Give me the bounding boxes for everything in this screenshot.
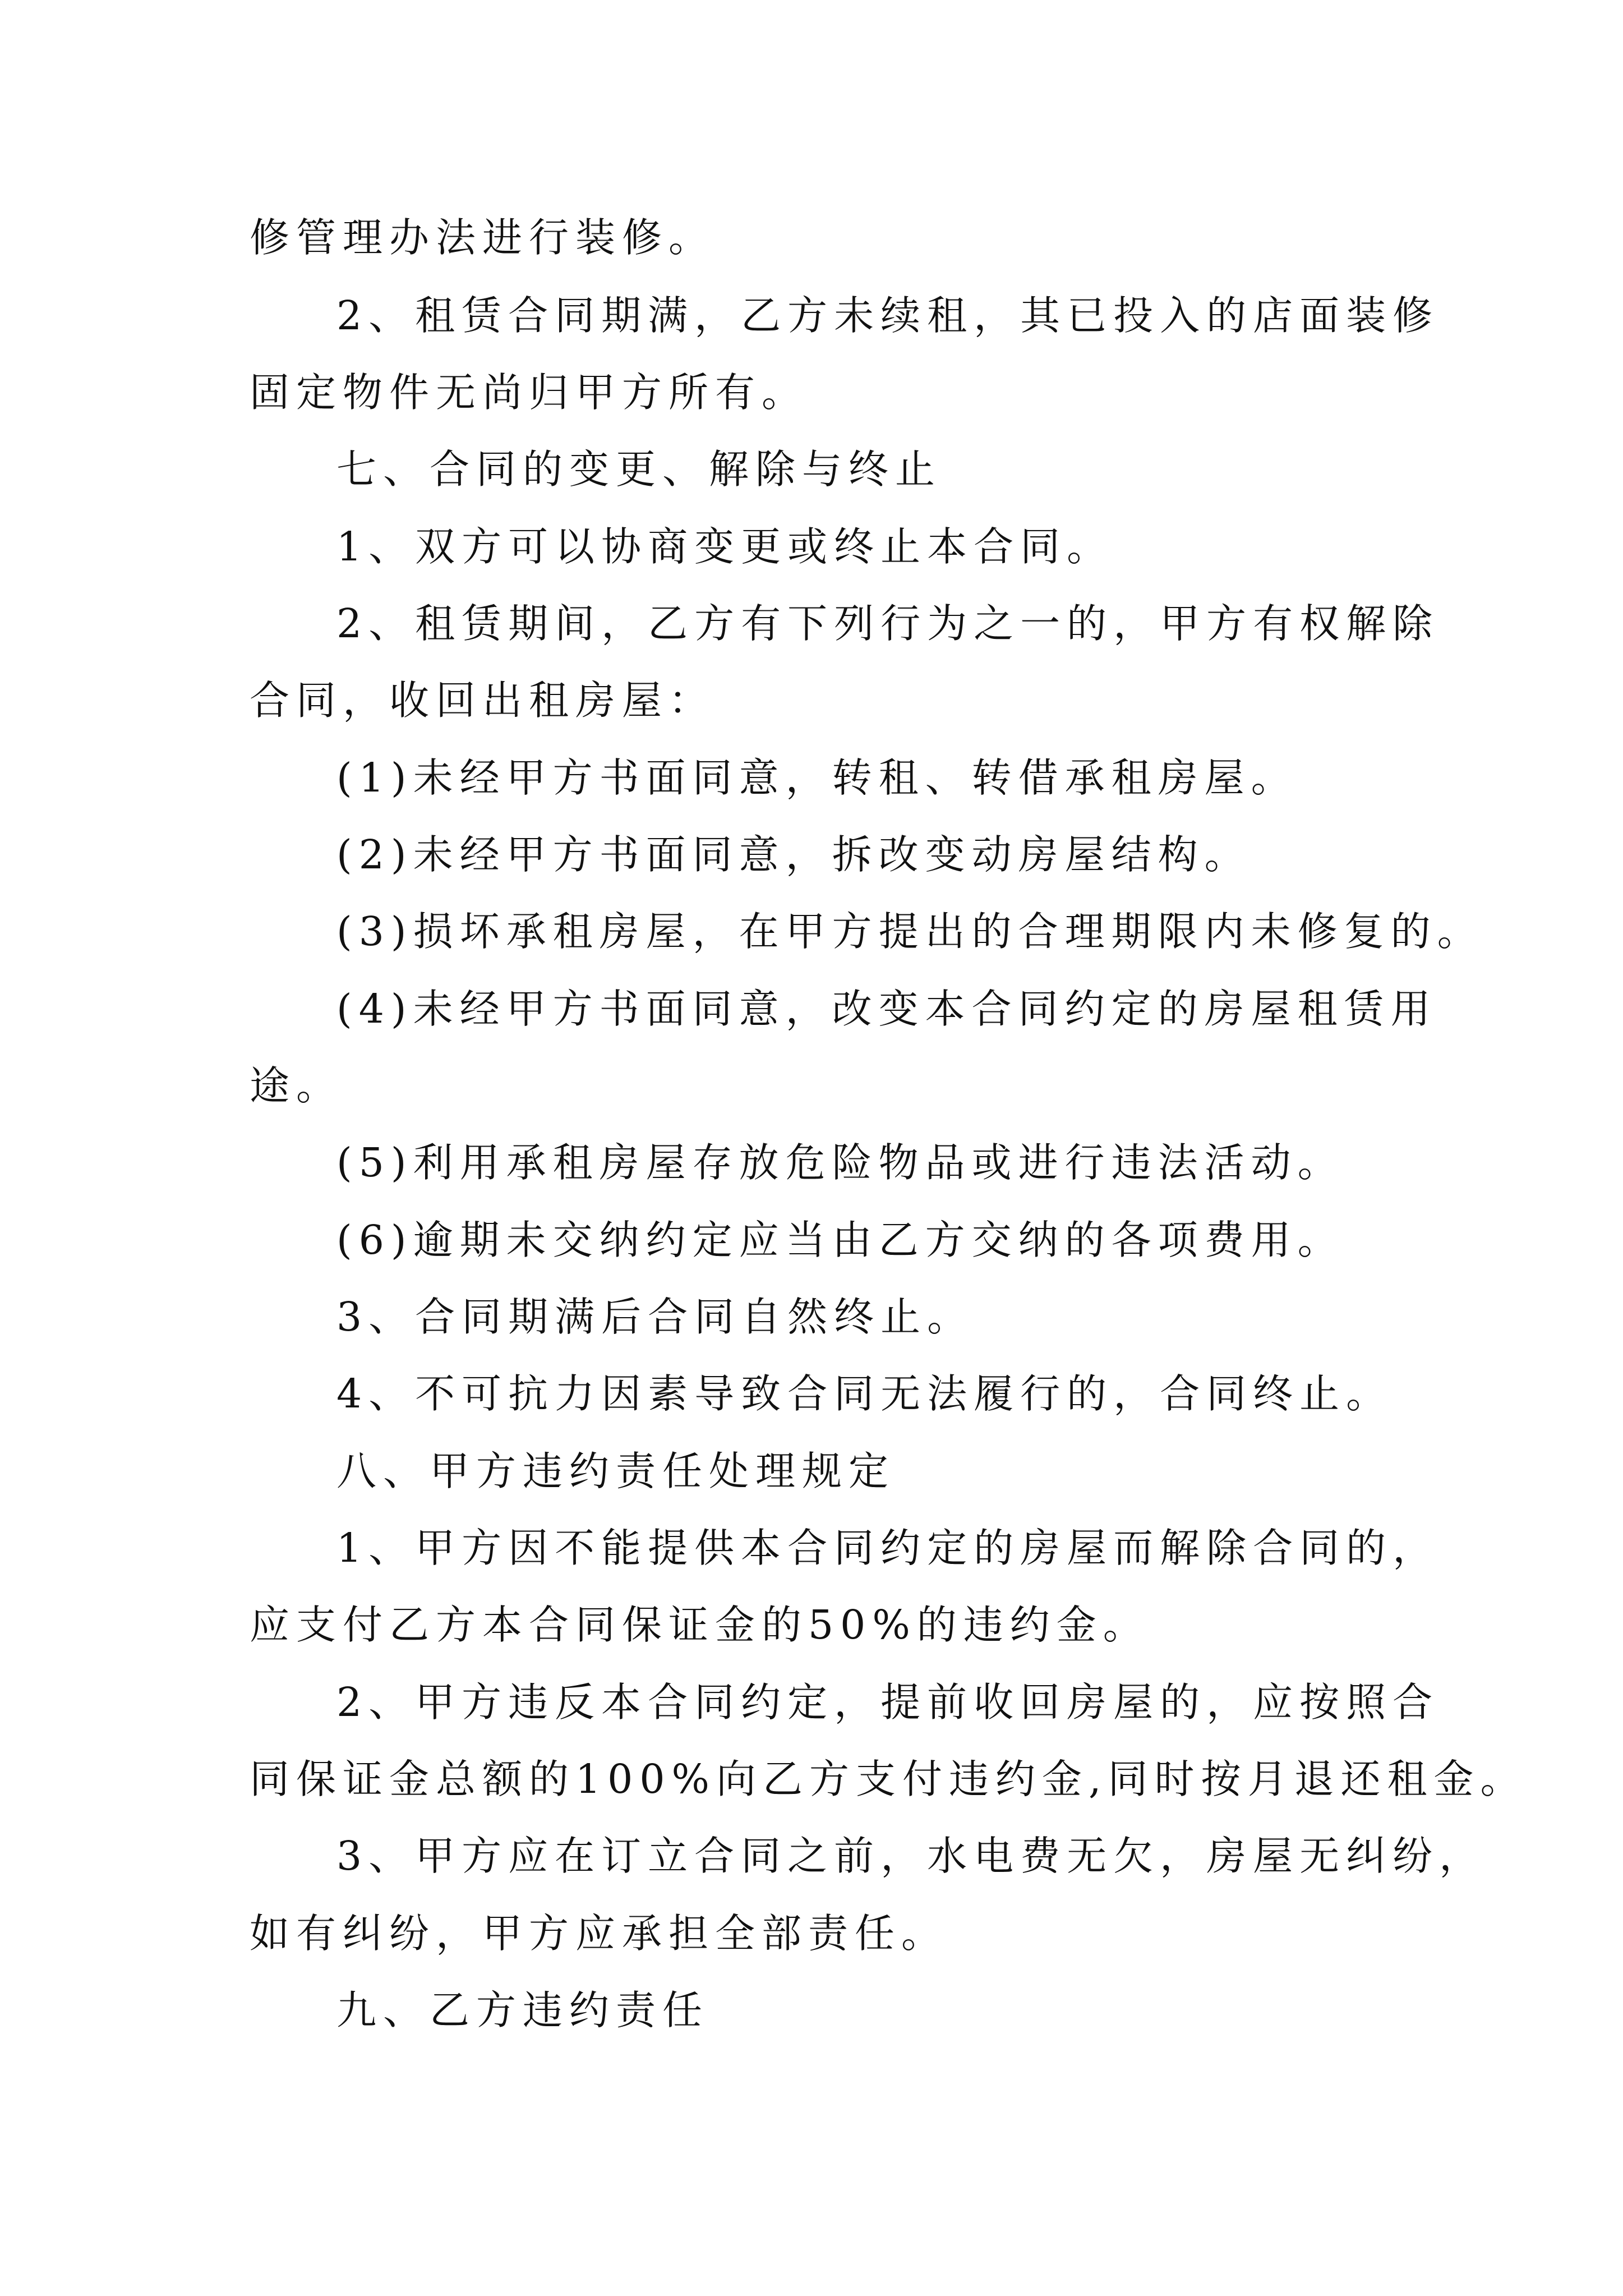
text-line: 修管理办法进行装修。 <box>250 214 716 261</box>
list-item: (6)逾期未交纳约定应当由乙方交纳的各项费用。 <box>336 1217 1344 1263</box>
list-item: (1)未经甲方书面同意，转租、转借承租房屋。 <box>336 754 1298 801</box>
text-line: 4、不可抗力因素导致合同无法履行的，合同终止。 <box>336 1370 1393 1417</box>
text-line: 途。 <box>250 1062 343 1109</box>
text-line: 合同，收回出租房屋： <box>250 677 716 724</box>
list-item: (5)利用承租房屋存放危险物品或进行违法活动。 <box>336 1139 1344 1186</box>
text-line: 2、租赁期间，乙方有下列行为之一的，甲方有权解除 <box>336 600 1440 647</box>
text-line: 如有纠纷，甲方应承担全部责任。 <box>250 1910 948 1957</box>
section-heading: 九、乙方违约责任 <box>336 1987 709 2033</box>
text-line: 3、合同期满后合同自然终止。 <box>336 1294 974 1340</box>
text-line: 3、甲方应在订立合同之前，水电费无欠，房屋无纠纷， <box>336 1833 1486 1879</box>
text-line: 1、双方可以协商变更或终止本合同。 <box>336 523 1114 570</box>
text-line: 固定物件无尚归甲方所有。 <box>250 369 809 416</box>
text-line: 应支付乙方本合同保证金的50%的违约金。 <box>250 1602 1150 1648</box>
list-item: (4)未经甲方书面同意，改变本合同约定的房屋租赁用 <box>336 986 1437 1032</box>
section-heading: 七、合同的变更、解除与终止 <box>336 446 942 493</box>
text-line: 1、甲方因不能提供本合同约定的房屋而解除合同的， <box>336 1525 1440 1571</box>
list-item: (2)未经甲方书面同意，拆改变动房屋结构。 <box>336 831 1251 878</box>
text-line: 同保证金总额的100%向乙方支付违约金,同时按月退还租金。 <box>250 1756 1527 1802</box>
section-heading: 八、甲方违约责任处理规定 <box>336 1448 896 1494</box>
text-line: 2、租赁合同期满，乙方未续租，其已投入的店面装修 <box>336 292 1440 339</box>
text-line: 2、甲方违反本合同约定，提前收回房屋的，应按照合 <box>336 1679 1440 1726</box>
list-item: (3)损坏承租房屋，在甲方提出的合理期限内未修复的。 <box>336 908 1484 955</box>
